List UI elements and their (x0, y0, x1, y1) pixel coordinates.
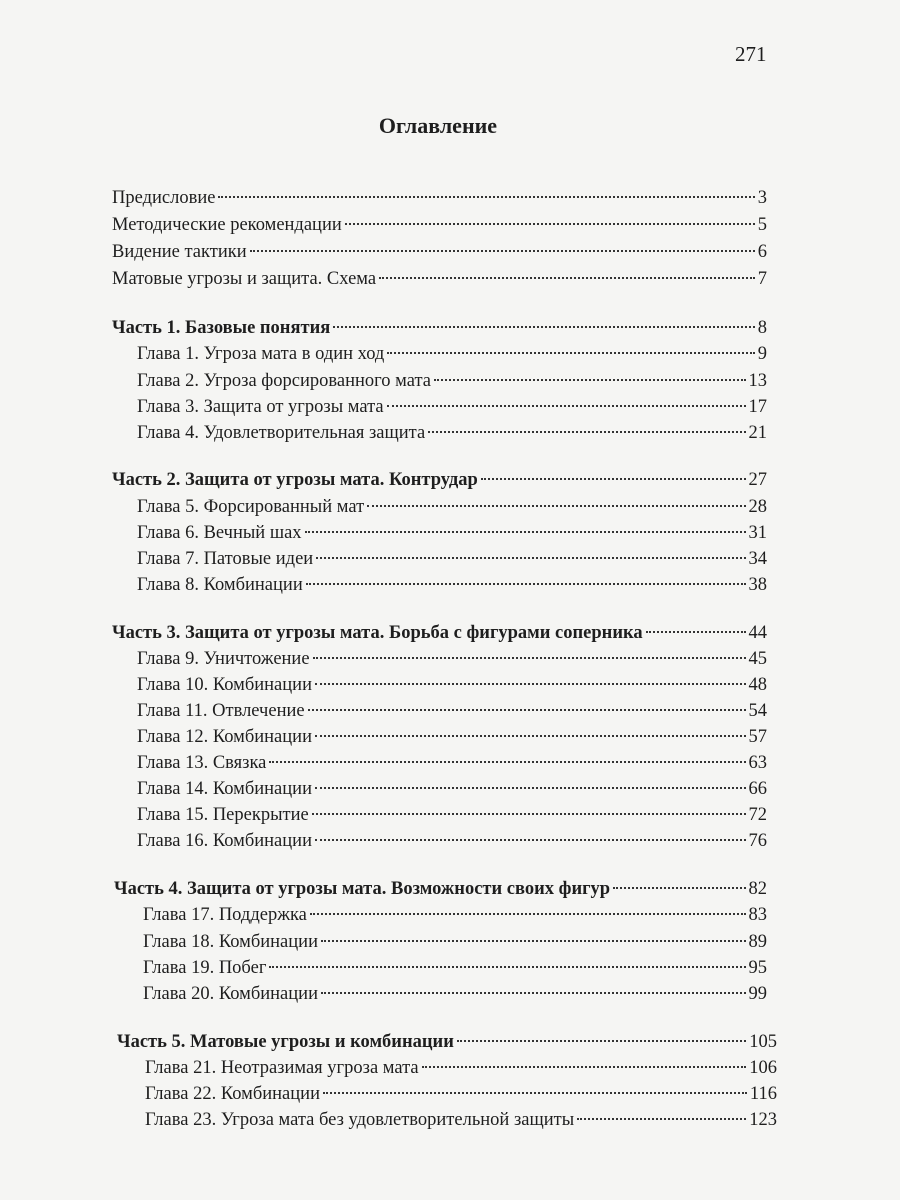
toc-part-entry[interactable] (112, 315, 767, 341)
toc-part-label: Часть 2. Защита от угрозы мата. Контрудар (112, 470, 478, 490)
toc-chapter-label: Глава 10. Комбинации (137, 675, 312, 695)
toc-chapter-label: Глава 4. Удовлетворительная защита (137, 423, 426, 443)
toc-chapter-entry[interactable] (143, 955, 767, 981)
toc-chapter-label: Глава 13. Связка (137, 753, 267, 773)
dot-leader (308, 709, 746, 711)
dot-leader (422, 1066, 747, 1068)
toc-chapter-label: Глава 20. Комбинации (143, 984, 318, 1004)
dot-leader (316, 557, 745, 559)
dot-leader (434, 379, 746, 381)
toc-chapter-label: Глава 6. Вечный шах (137, 523, 302, 543)
toc-chapter-entry[interactable] (145, 1055, 777, 1081)
toc-chapter-page: 28 (748, 497, 767, 517)
toc-chapter-entry[interactable] (145, 1107, 777, 1133)
toc-chapter-page: 17 (748, 397, 767, 417)
toc-chapter-page: 106 (749, 1058, 777, 1078)
toc-chapter-page: 63 (748, 753, 767, 773)
toc-chapter-label: Глава 1. Угроза мата в один ход (137, 344, 385, 364)
dot-leader (345, 223, 755, 225)
dot-leader (313, 657, 746, 659)
toc-chapter-page: 99 (748, 984, 767, 1004)
toc-part-page: 44 (748, 623, 767, 643)
toc-chapter-entry[interactable] (143, 929, 767, 955)
dot-leader (305, 531, 746, 533)
dot-leader (269, 966, 745, 968)
toc-chapter-label: Глава 21. Неотразимая угроза мата (145, 1058, 419, 1078)
toc-chapter-entry[interactable] (137, 828, 767, 854)
toc-chapter-entry[interactable] (145, 1081, 777, 1107)
toc-chapter-page: 116 (749, 1084, 777, 1104)
dot-leader (312, 813, 746, 815)
toc-chapter-page: 95 (748, 958, 767, 978)
toc-chapter-entry[interactable] (137, 520, 767, 546)
toc-part-entry[interactable] (117, 1029, 777, 1055)
toc-part-page: 105 (749, 1032, 777, 1052)
toc-chapter-entry[interactable] (137, 724, 767, 750)
dot-leader (310, 913, 746, 915)
toc-part-entry[interactable] (114, 876, 767, 902)
dot-leader (333, 326, 755, 328)
toc-chapter-label: Глава 11. Отвлечение (137, 701, 305, 721)
dot-leader (387, 352, 754, 354)
dot-leader (646, 631, 746, 633)
dot-leader (387, 405, 746, 407)
toc-entry-page: 7 (757, 269, 767, 289)
toc-chapter-entry[interactable] (137, 494, 767, 520)
toc-chapter-page: 89 (748, 932, 767, 952)
toc-chapter-page: 57 (748, 727, 767, 747)
toc-chapter-label: Глава 22. Комбинации (145, 1084, 320, 1104)
toc-chapter-entry[interactable] (137, 750, 767, 776)
toc-chapter-page: 38 (748, 575, 767, 595)
toc-chapter-label: Глава 9. Уничтожение (137, 649, 310, 669)
toc-chapter-entry[interactable] (143, 902, 767, 928)
toc-chapter-entry[interactable] (137, 776, 767, 802)
toc-chapter-label: Глава 3. Защита от угрозы мата (137, 397, 384, 417)
dot-leader (315, 839, 746, 841)
toc-chapter-label: Глава 18. Комбинации (143, 932, 318, 952)
toc-chapter-label: Глава 5. Форсированный мат (137, 497, 365, 517)
toc-chapter-entry[interactable] (137, 341, 767, 367)
toc-chapter-entry[interactable] (137, 646, 767, 672)
toc-chapter-entry[interactable] (143, 981, 767, 1007)
toc-part-label: Часть 4. Защита от угрозы мата. Возможности своих фигур (114, 879, 611, 899)
toc-chapter-page: 34 (748, 549, 767, 569)
toc-entry-page: 3 (757, 188, 767, 208)
toc-entry-label: Методические рекомендации (112, 215, 342, 235)
toc-chapter-page: 66 (748, 779, 767, 799)
toc-chapter-page: 31 (748, 523, 767, 543)
dot-leader (379, 277, 755, 279)
page-number: 271 (735, 42, 767, 66)
toc-chapter-page: 48 (748, 675, 767, 695)
toc-chapter-page: 13 (748, 371, 767, 391)
toc-entry[interactable] (112, 212, 767, 238)
toc-part-label: Часть 3. Защита от угрозы мата. Борьба с фигурами соперника (112, 623, 643, 643)
page-title: Оглавление (378, 113, 498, 138)
toc-chapter-label: Глава 19. Побег (143, 958, 267, 978)
toc-chapter-entry[interactable] (137, 420, 767, 446)
toc-part-page: 82 (748, 879, 767, 899)
toc-chapter-label: Глава 23. Угроза мата без удовлетворительной защиты (145, 1110, 575, 1130)
toc-entry-label: Предисловие (112, 188, 216, 208)
dot-leader (323, 1092, 747, 1094)
toc-part-label: Часть 5. Матовые угрозы и комбинации (117, 1032, 454, 1052)
toc-chapter-label: Глава 17. Поддержка (143, 905, 307, 925)
dot-leader (457, 1040, 746, 1042)
dot-leader (218, 196, 754, 198)
dot-leader (315, 735, 746, 737)
toc-chapter-label: Глава 12. Комбинации (137, 727, 312, 747)
dot-leader (269, 761, 745, 763)
toc-chapter-page: 72 (748, 805, 767, 825)
dot-leader (306, 583, 746, 585)
dot-leader (250, 250, 755, 252)
toc-part-entry[interactable] (112, 467, 767, 493)
toc-entry[interactable] (112, 185, 767, 211)
toc-chapter-entry[interactable] (137, 802, 767, 828)
toc-entry[interactable] (112, 266, 767, 292)
toc-chapter-page: 83 (748, 905, 767, 925)
toc-chapter-label: Глава 2. Угроза форсированного мата (137, 371, 431, 391)
toc-chapter-entry[interactable] (137, 368, 767, 394)
toc-chapter-label: Глава 14. Комбинации (137, 779, 312, 799)
toc-part-label: Часть 1. Базовые понятия (112, 318, 331, 338)
toc-part-page: 27 (748, 470, 767, 490)
dot-leader (577, 1118, 746, 1120)
toc-chapter-page: 54 (748, 701, 767, 721)
toc-chapter-entry[interactable] (137, 572, 767, 598)
toc-entry-label: Матовые угрозы и защита. Схема (112, 269, 377, 289)
dot-leader (428, 431, 745, 433)
toc-chapter-label: Глава 7. Патовые идеи (137, 549, 314, 569)
dot-leader (315, 787, 746, 789)
dot-leader (367, 505, 745, 507)
dot-leader (321, 940, 746, 942)
toc-chapter-page: 123 (749, 1110, 777, 1130)
toc-chapter-label: Глава 16. Комбинации (137, 831, 312, 851)
dot-leader (315, 683, 746, 685)
toc-entry[interactable] (112, 239, 767, 265)
toc-chapter-label: Глава 8. Комбинации (137, 575, 303, 595)
toc-chapter-page: 76 (748, 831, 767, 851)
toc-entry-page: 6 (757, 242, 767, 262)
toc-chapter-entry[interactable] (137, 672, 767, 698)
dot-leader (481, 478, 746, 480)
toc-entry-page: 5 (757, 215, 767, 235)
toc-chapter-page: 21 (748, 423, 767, 443)
dot-leader (321, 992, 746, 994)
toc-chapter-page: 9 (757, 344, 767, 364)
toc-chapter-label: Глава 15. Перекрытие (137, 805, 309, 825)
toc-part-page: 8 (757, 318, 767, 338)
toc-chapter-page: 45 (748, 649, 767, 669)
toc-chapter-entry[interactable] (137, 394, 767, 420)
toc-chapter-entry[interactable] (137, 546, 767, 572)
toc-part-entry[interactable] (112, 620, 767, 646)
toc-entry-label: Видение тактики (112, 242, 247, 262)
dot-leader (613, 887, 745, 889)
toc-chapter-entry[interactable] (137, 698, 767, 724)
